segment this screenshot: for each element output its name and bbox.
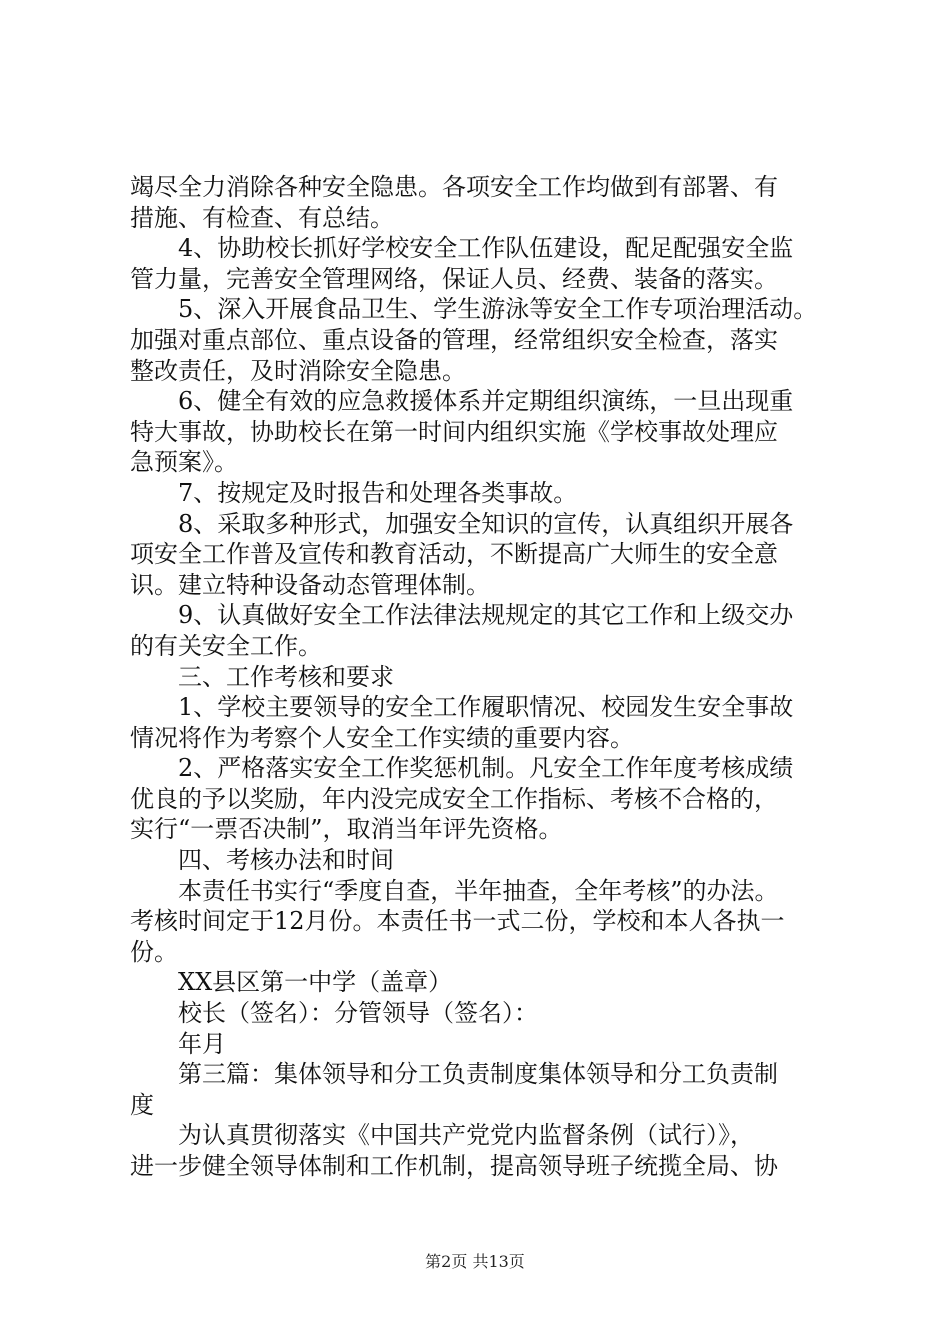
- body-text-line: 1、学校主要领导的安全工作履职情况、校园发生安全事故: [178, 693, 794, 722]
- body-text-line: 加强对重点部位、重点设备的管理，经常组织安全检查，落实: [130, 325, 778, 354]
- body-text-line: 第三篇：集体领导和分工负责制度集体领导和分工负责制: [178, 1060, 778, 1089]
- body-text-line: 为认真贯彻落实《中国共产党党内监督条例（试行）》，: [178, 1121, 754, 1150]
- body-text-line: 急预案》。: [130, 448, 238, 477]
- body-text-line: 本责任书实行“季度自查，半年抽查，全年考核”的办法。: [178, 876, 779, 905]
- body-text-line: 考核时间定于12月份。本责任书一式二份，学校和本人各执一: [130, 907, 785, 936]
- body-text-line: 进一步健全领导体制和工作机制，提高领导班子统揽全局、协: [130, 1152, 778, 1180]
- body-text-line: 实行“一票否决制”，取消当年评先资格。: [130, 815, 563, 844]
- body-text-line: 四、考核办法和时间: [178, 846, 394, 875]
- body-text-line: 份。: [130, 937, 178, 966]
- body-text-line: 9、认真做好安全工作法律法规规定的其它工作和上级交办: [178, 601, 794, 630]
- body-text-line: 三、工作考核和要求: [178, 662, 394, 691]
- body-text-line: 识。建立特种设备动态管理体制。: [130, 570, 490, 599]
- body-text-line: 8、采取多种形式，加强安全知识的宣传，认真组织开展各: [178, 509, 794, 538]
- body-text-line: 5、深入开展食品卫生、学生游泳等安全工作专项治理活动。: [178, 295, 818, 324]
- body-text-line: 优良的予以奖励，年内没完成安全工作指标、考核不合格的，: [130, 784, 778, 813]
- body-text-line: 4、协助校长抓好学校安全工作队伍建设，配足配强安全监: [178, 234, 794, 263]
- page-footer: 第2页 共13页: [425, 1252, 525, 1271]
- body-text-line: 情况将作为考察个人安全工作实绩的重要内容。: [130, 723, 634, 752]
- body-text-line: XX县区第一中学（盖章）: [178, 968, 453, 997]
- body-text-line: 特大事故，协助校长在第一时间内组织实施《学校事故处理应: [130, 417, 778, 446]
- document-body: [130, 172, 838, 1182]
- body-text-line: 2、严格落实安全工作奖惩机制。凡安全工作年度考核成绩: [178, 754, 794, 783]
- body-text-line: 度: [130, 1090, 154, 1119]
- body-text-line: 整改责任，及时消除安全隐患。: [130, 356, 466, 385]
- body-text-line: 的有关安全工作。: [130, 631, 322, 660]
- body-text-line: 竭尽全力消除各种安全隐患。各项安全工作均做到有部署、有: [130, 173, 778, 201]
- body-text-line: 校长（签名）：分管领导（签名）：: [178, 999, 538, 1028]
- body-text-line: 7、按规定及时报告和处理各类事故。: [178, 478, 578, 507]
- body-text-line: 项安全工作普及宣传和教育活动，不断提高广大师生的安全意: [130, 540, 778, 569]
- body-text-line: 管力量，完善安全管理网络，保证人员、经费、装备的落实。: [130, 264, 778, 293]
- body-text-line: 措施、有检查、有总结。: [130, 203, 394, 232]
- body-text-line: 6、健全有效的应急救援体系并定期组织演练，一旦出现重: [178, 387, 794, 416]
- body-text-line: 年月: [178, 1029, 226, 1058]
